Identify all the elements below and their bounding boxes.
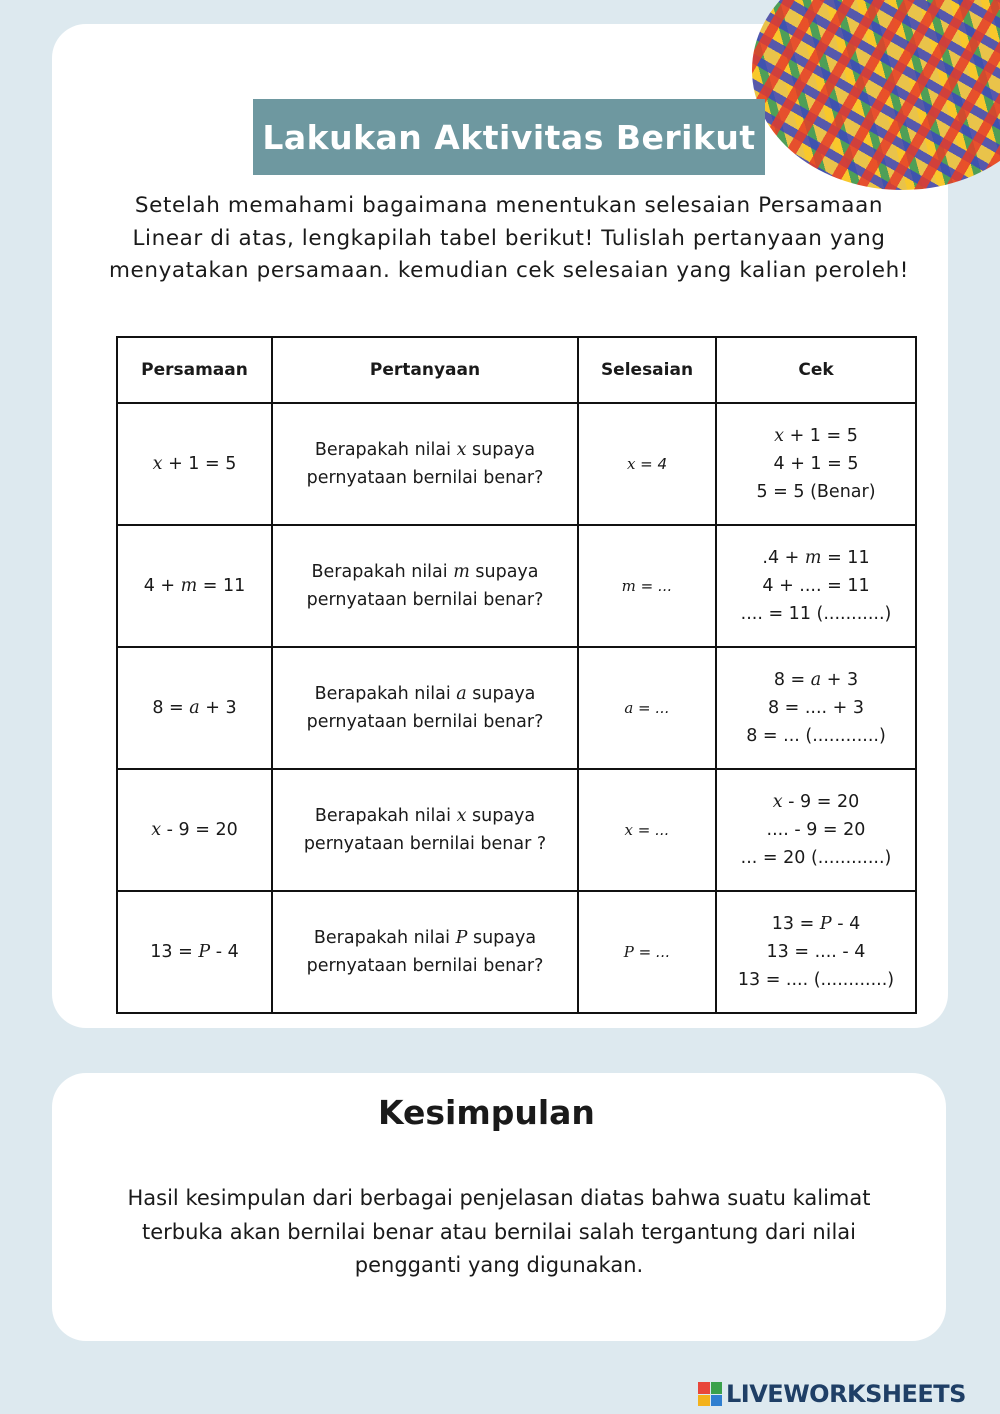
solution-cell[interactable]: x = ... — [578, 769, 716, 891]
equation-cell: x + 1 = 5 — [117, 403, 272, 525]
brand-name: LIVEWORKSHEETS — [726, 1380, 966, 1408]
check-cell[interactable]: x - 9 = 20 .... - 9 = 20 ... = 20 (............) — [716, 769, 916, 891]
check-cell[interactable]: 13 = P - 4 13 = .... - 4 13 = .... (............) — [716, 891, 916, 1013]
question-cell: Berapakah nilai P supaya pernyataan bernilai benar? — [272, 891, 578, 1013]
equation-cell: 13 = P - 4 — [117, 891, 272, 1013]
intro-text: Setelah memahami bagaimana menentukan selesaian Persamaan Linear di atas, lengkapilah tabel berikut! Tulislah pertanyaan yang menyatakan persamaan. kemudian cek selesaian yang kalian peroleh! — [108, 193, 910, 283]
header-selesaian: Selesaian — [578, 337, 716, 403]
table-row — [117, 403, 916, 525]
table-row — [117, 891, 916, 1013]
liveworksheets-logo-icon — [698, 1382, 722, 1406]
question-cell: Berapakah nilai x supaya pernyataan bernilai benar ? — [272, 769, 578, 891]
question-cell: Berapakah nilai a supaya pernyataan bernilai benar? — [272, 647, 578, 769]
liveworksheets-brand — [698, 1377, 966, 1411]
header-pertanyaan: Pertanyaan — [272, 337, 578, 403]
solution-cell[interactable]: P = ... — [578, 891, 716, 1013]
conclusion-title: Kesimpulan — [378, 1093, 595, 1132]
check-cell[interactable]: 8 = a + 3 8 = .... + 3 8 = ... (............) — [716, 647, 916, 769]
question-cell: Berapakah nilai m supaya pernyataan bernilai benar? — [272, 525, 578, 647]
check-cell[interactable]: x + 1 = 5 4 + 1 = 5 5 = 5 (Benar) — [716, 403, 916, 525]
table-header-row — [117, 337, 916, 403]
equation-cell: x - 9 = 20 — [117, 769, 272, 891]
check-cell[interactable]: .4 + m = 11 4 + .... = 11 .... = 11 (...........) — [716, 525, 916, 647]
activity-table — [116, 336, 917, 1014]
table-row — [117, 769, 916, 891]
table-row — [117, 647, 916, 769]
solution-cell[interactable]: a = ... — [578, 647, 716, 769]
header-cek: Cek — [716, 337, 916, 403]
solution-cell[interactable]: m = ... — [578, 525, 716, 647]
equation-cell: 4 + m = 11 — [117, 525, 272, 647]
equation-cell: 8 = a + 3 — [117, 647, 272, 769]
table-row — [117, 525, 916, 647]
header-persamaan: Persamaan — [117, 337, 272, 403]
question-cell: Berapakah nilai x supaya pernyataan bernilai benar? — [272, 403, 578, 525]
conclusion-text: Hasil kesimpulan dari berbagai penjelasan diatas bahwa suatu kalimat terbuka akan bernilai benar atau bernilai salah tergantung dari nilai pengganti yang digunakan. — [127, 1186, 871, 1277]
activity-title: Lakukan Aktivitas Berikut — [253, 99, 765, 175]
solution-cell[interactable]: x = 4 — [578, 403, 716, 525]
